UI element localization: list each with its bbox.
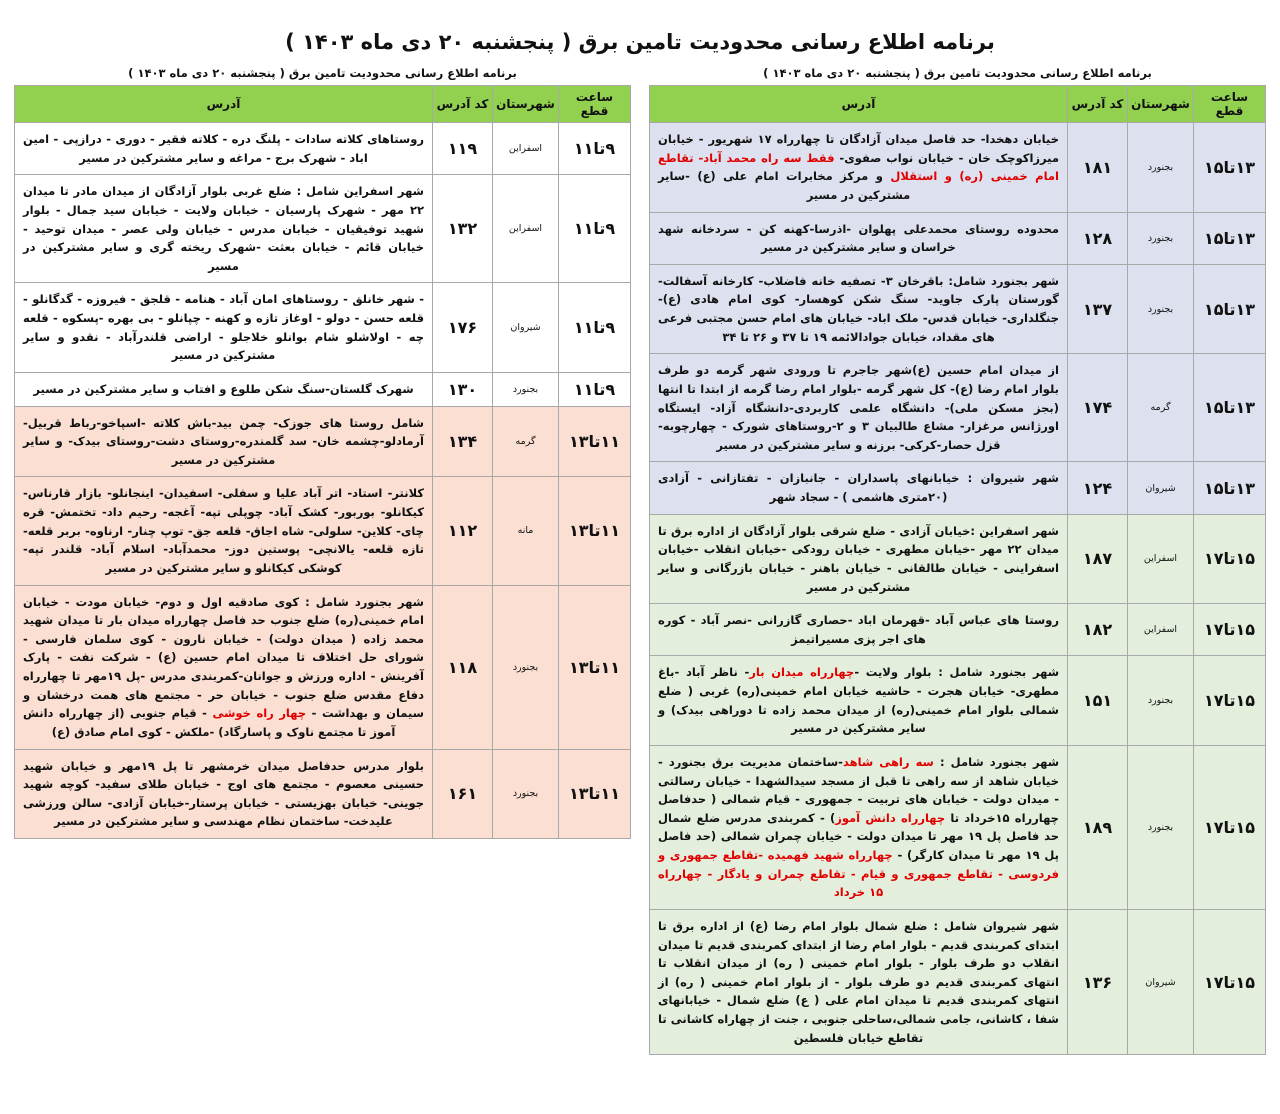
address-text: کلانتر- استاد- اتر آباد علیا و سفلی- اسفیدان- اینجانلو- بازار قارناس- کیکانلو- بوربور- کشک آباد- چوپلی تپه- آغجه- رحیم داد- تختمش- قره چای- کلاین- سلولی- شاه اجاق- قلعه جق- توپ چنار- ارناوه- بربر قلعه- تازه قلعه- یالانچی- پوستین دوز- محمدآباد- اسلام آباد- قلندر تپه- کوشکی کیکانلو و سایر مشترکین در مسیر <box>23 486 424 575</box>
cell-address-code: ۱۳۴ <box>433 406 493 477</box>
cell-address-code: ۱۳۶ <box>1068 909 1128 1054</box>
cell-outage-time: ۹تا۱۱ <box>559 372 631 406</box>
cell-outage-time: ۱۱تا۱۳ <box>559 406 631 477</box>
address-highlight: چهارراه شهید فهمیده -تقاطع جمهوری و فردوسی - تقاطع جمهوری و قیام - تقاطع چمران و یادگار - چهارراه ۱۵ خرداد <box>658 848 1059 900</box>
address-text: - ناظر آباد -باغ مطهری- خیابان هجرت - حاشیه خیابان امام خمینی(ره) غربی ( ضلع شمالی بلوار امام خمینی(ره) از میدان محمد زاده تا دوراهی بیدک) و سایر مشترکین در مسیر <box>658 665 1059 736</box>
cell-address <box>650 123 1068 213</box>
tables-container <box>0 60 1280 1055</box>
cell-county: بجنورد <box>1128 212 1194 264</box>
column-header-code: کد آدرس <box>1068 86 1128 123</box>
cell-county: اسفراین <box>493 175 559 283</box>
table-row <box>650 745 1266 909</box>
cell-address <box>650 745 1068 909</box>
cell-address <box>15 283 433 373</box>
address-text: شهر شیروان : خیابانهای پاسداران - جانبازان - تفتازانی - آزادی (۲۰متری هاشمی ) - سجاد شهر <box>658 471 1059 504</box>
address-text: شهر اسفراین :خیابان آزادی - ضلع شرقی بلوار آزادگان از اداره برق تا میدان ۲۲ مهر -خیابان مطهری - خیابان رودکی -خیابان انقلاب -خیابان اسفراینی - خیابان طالقانی - خیابان باهنر - خیابان بازرگانی و سایر مشترکین در مسیر <box>658 523 1059 594</box>
cell-address-code: ۱۸۲ <box>1068 604 1128 656</box>
table-row <box>15 372 631 406</box>
cell-address <box>15 175 433 283</box>
cell-county: شیروان <box>1128 462 1194 514</box>
cell-address-code: ۱۶۱ <box>433 749 493 839</box>
cell-address <box>650 604 1068 656</box>
column-header-address: آدرس <box>15 86 433 123</box>
cell-address-code: ۱۲۴ <box>1068 462 1128 514</box>
address-highlight: چهارراه دانش آموز <box>835 810 946 825</box>
address-text: - قیام جنوبی (از چهارراه دانش آموز تا مجتمع ناوک و پاسارگاد) -ملکش - کوی امام صادق (ع) <box>23 706 396 739</box>
cell-address <box>15 749 433 839</box>
column-header-county: شهرستان <box>1128 86 1194 123</box>
table-row <box>650 514 1266 604</box>
cell-county: بجنورد <box>493 749 559 839</box>
cell-county: گرمه <box>493 406 559 477</box>
cell-address-code: ۱۵۱ <box>1068 656 1128 746</box>
table-header-row <box>15 86 631 123</box>
cell-address-code: ۱۳۲ <box>433 175 493 283</box>
table-row <box>650 462 1266 514</box>
address-highlight: سه راهی شاهد <box>842 754 934 769</box>
address-text: شهر شیروان شامل : ضلع شمال بلوار امام رضا (ع) از اداره برق تا ابتدای کمربندی قدیم - بلوار امام رضا از ابتدای کمربندی قدیم تا میدان انقلاب دو طرف بلوار - بلوار امام خمینی ( ره) از میدان انقلاب تا انتهای کمربندی قدیم دو طرف بلوار - از بلوار امام خمینی ( ره) از انتهای کمربندی قدیم تا میدان امام علی ( ع) ضلع شمال - خیابانهای شفا ، کاشانی، جامی شمالی،ساحلی جنوبی ، جنت از چهاراه کاشانی تا تقاطع خیابان فلسطین <box>658 918 1059 1045</box>
cell-county: مانه <box>493 477 559 585</box>
cell-outage-time: ۱۳تا۱۵ <box>1194 462 1266 514</box>
cell-outage-time: ۱۵تا۱۷ <box>1194 514 1266 604</box>
cell-outage-time: ۹تا۱۱ <box>559 123 631 175</box>
right-table-wrapper <box>14 60 631 839</box>
address-text: ) - کمربندی مدرس ضلع شمال حد فاصل پل ۱۹ مهر تا میدان دولت - خیابان چمران شمالی (حد فاصل پل ۱۹ مهر تا میدان کارگر) - <box>658 810 1060 862</box>
cell-county: بجنورد <box>1128 264 1194 354</box>
cell-outage-time: ۱۵تا۱۷ <box>1194 604 1266 656</box>
address-highlight: چهار راه خوشی <box>212 706 307 721</box>
cell-county: شیروان <box>1128 909 1194 1054</box>
column-header-time: ساعت قطع <box>1194 86 1266 123</box>
table-row <box>650 656 1266 746</box>
cell-address-code: ۱۳۰ <box>433 372 493 406</box>
column-header-time: ساعت قطع <box>559 86 631 123</box>
cell-address <box>650 212 1068 264</box>
cell-outage-time: ۱۱تا۱۳ <box>559 477 631 585</box>
cell-address-code: ۱۱۹ <box>433 123 493 175</box>
cell-outage-time: ۱۳تا۱۵ <box>1194 123 1266 213</box>
address-text: شهر بجنورد شامل: باقرخان ۳- تصفیه خانه فاضلاب- کارخانه آسفالت- گورستان پارک جاوید- سنگ شکن کوهسار- کوی امام هادی (ع)- جنگلداری- خیابان قدس- ملک اباد- خیابان های امام حسن مجتبی فرعی های مقداد، خیابان جوادالائمه ۱۹ تا ۳۷ و ۲۶ تا ۳۴ <box>658 273 1059 344</box>
table-row <box>15 477 631 585</box>
cell-address <box>650 514 1068 604</box>
cell-address-code: ۱۷۶ <box>433 283 493 373</box>
address-text: شهر بجنورد شامل : بلوار ولایت - <box>854 665 1060 680</box>
left-table-caption: برنامه اطلاع رسانی محدودیت تامین برق ( پنجشنبه ۲۰ دی ماه ۱۴۰۳ ) <box>763 66 1152 80</box>
address-text: محدوده روستای محمدعلی پهلوان -اذرسا-کهنه کن - سردخانه شهد خراسان و سایر مشترکین در مسیر <box>658 221 1059 255</box>
cell-outage-time: ۹تا۱۱ <box>559 283 631 373</box>
address-text: شهر بجنورد شامل : کوی صادقیه اول و دوم- خیابان مودت - خیابان امام خمینی(ره) ضلع جنوب حد فاصل چهارراه میدان بار تا میدان شهید محمد زاده ( میدان دولت) - خیابان نارون - کوی سلمان فارسی - شورای حل اختلاف تا میدان امام حسین (ع) - شرکت نفت - پارک آفرینش - اداره ورزش و جوانان-کمربندی مدرس -پل ۱۹مهر تا چهارراه دفاع مقدس ضلع جنوب - خیابان حر - مجتمع های همت درخشان و سیمان و بهداشت - <box>23 594 424 721</box>
right-table-caption: برنامه اطلاع رسانی محدودیت تامین برق ( پنجشنبه ۲۰ دی ماه ۱۴۰۳ ) <box>128 66 517 80</box>
cell-outage-time: ۱۳تا۱۵ <box>1194 212 1266 264</box>
address-text: -ساختمان مدیریت برق بجنورد - خیابان شاهد از سه راهی تا قبل از مسجد سیدالشهدا - خیابان رسالتی - میدان دولت - خیابان های تربیت - جمهوری - قیام شمالی ( حدفاصل چهارراه ۱۵خرداد تا <box>658 754 1059 825</box>
cell-address <box>650 264 1068 354</box>
table-row <box>15 283 631 373</box>
table-header-row <box>650 86 1266 123</box>
address-text: شهر اسفراین شامل : ضلع غربی بلوار آزادگان از میدان مادر تا میدان ۲۲ مهر - شهرک پارسیان - خیابان ولایت - خیابان سید جمال - بلوار شهید توفیقیان - خیابان مدرس - خیابان ولی عصر - میدان توحید - خیابان قائم - خیابان بعثت -شهرک ریخته گری و سایر مشترکین در مسیر <box>23 184 424 273</box>
address-text: روستا های عباس آباد -قهرمان اباد -حصاری گازرانی -نصر آباد - کوره های اجر پزی مسیراتیمز <box>658 613 1059 646</box>
cell-address <box>650 909 1068 1054</box>
cell-address <box>15 123 433 175</box>
address-text: شهرک گلستان-سنگ شکن طلوع و افتاب و سایر مشترکین در مسیر <box>33 381 414 396</box>
table-row <box>650 909 1266 1054</box>
page-title: برنامه اطلاع رسانی محدودیت تامین برق ( پنجشنبه ۲۰ دی ماه ۱۴۰۳ ) <box>285 30 995 54</box>
cell-address <box>15 477 433 585</box>
cell-county: بجنورد <box>1128 123 1194 213</box>
cell-address-code: ۱۷۴ <box>1068 354 1128 462</box>
cell-address-code: ۱۸۹ <box>1068 745 1128 909</box>
table-row <box>15 749 631 839</box>
cell-county: اسفراین <box>1128 514 1194 604</box>
cell-address-code: ۱۲۸ <box>1068 212 1128 264</box>
cell-outage-time: ۹تا۱۱ <box>559 175 631 283</box>
address-text: خیابان دهخدا- حد فاصل میدان آزادگان تا چهارراه ۱۷ شهریور - خیابان میرزاکوچک خان - خیابان نواب صفوی- <box>658 132 1059 165</box>
cell-address <box>15 585 433 749</box>
column-header-address: آدرس <box>650 86 1068 123</box>
cell-county: گرمه <box>1128 354 1194 462</box>
table-row <box>650 354 1266 462</box>
cell-outage-time: ۱۳تا۱۵ <box>1194 264 1266 354</box>
cell-address <box>650 354 1068 462</box>
address-highlight: چهارراه میدان بار <box>749 665 855 680</box>
address-text: - شهر خانلق - روستاهای امان آباد - هنامه - قلجق - فیروزه - گدگانلو - قلعه حسن - دولو - اوغاز تازه و کهنه - چپانلو - بی بهره -پسکوه - قلعه چه - اولاشلو شام بوانلو خلاجلو - اراضی قلندرآباد - نقدو و سایر مشترکین در مسیر <box>23 292 424 363</box>
cell-address <box>15 372 433 406</box>
cell-outage-time: ۱۵تا۱۷ <box>1194 745 1266 909</box>
column-header-county: شهرستان <box>493 86 559 123</box>
left-table-wrapper <box>649 60 1266 1055</box>
cell-address-code: ۱۱۲ <box>433 477 493 585</box>
cell-address-code: ۱۸۱ <box>1068 123 1128 213</box>
address-text: بلوار مدرس حدفاصل میدان خرمشهر تا پل ۱۹مهر و خیابان شهید حسینی معصوم - مجتمع های اوج - خیابان طلای سفید- کوچه شهید جوینی- خیابان بهزیستی - خیابان پرستار-خیابان آزادی- سالن ورزشی علیدخت- ساختمان نظام مهندسی و سایر مشترکین در مسیر <box>23 758 425 829</box>
right-table-body <box>15 123 631 839</box>
cell-address <box>650 656 1068 746</box>
cell-county: بجنورد <box>493 372 559 406</box>
column-header-code: کد آدرس <box>433 86 493 123</box>
address-text: روستاهای کلاته سادات - پلنگ دره - کلاته فقیر - دوری - درازپی - امین اباد - شهرک برج - مراغه و سایر مشترکین در مسیر <box>23 132 424 165</box>
address-text: شامل روستا های جوزک- چمن بید-باش کلاته -اسپاخو-رباط قربیل-آرمادلو-چشمه خان- سد گلمندره-روستای دشت-روستای بیدک- و سایر مشترکین در مسیر <box>23 415 424 467</box>
right-outage-table <box>14 85 631 839</box>
address-text: شهر بجنورد شامل : <box>933 754 1060 769</box>
cell-county: شیروان <box>493 283 559 373</box>
left-table-body <box>650 123 1266 1055</box>
table-row <box>15 406 631 477</box>
cell-address <box>15 406 433 477</box>
address-highlight: فقط سه راه محمد آباد- تقاطع امام خمینی (ره) و استقلال <box>658 150 1059 184</box>
cell-address-code: ۱۸۷ <box>1068 514 1128 604</box>
cell-county: بجنورد <box>1128 745 1194 909</box>
cell-outage-time: ۱۱تا۱۳ <box>559 585 631 749</box>
cell-outage-time: ۱۱تا۱۳ <box>559 749 631 839</box>
cell-outage-time: ۱۳تا۱۵ <box>1194 354 1266 462</box>
cell-address-code: ۱۱۸ <box>433 585 493 749</box>
address-text: از میدان امام حسین (ع)شهر جاجرم تا ورودی شهر گرمه دو طرف بلوار امام رضا (ع)- کل شهر گرمه -بلوار امام رضا گرمه از ابتدا تا انتها (بجز مسکن ملی)- دانشگاه علمی کاربردی-دانشگاه آزاد- ایستگاه اورژانس مرغزار- مشاع طالبیان ۳ و ۲-روستاهای شورک - چهارچوبه-قزل حصار-کرکی- برزنه و سایر مشترکین در مسیر <box>658 363 1060 452</box>
cell-address-code: ۱۳۷ <box>1068 264 1128 354</box>
address-text: و مرکز مخابرات امام علی (ع) -سایر مشترکین در مسیر <box>658 169 911 202</box>
table-row <box>650 604 1266 656</box>
left-outage-table <box>649 85 1266 1055</box>
cell-outage-time: ۱۵تا۱۷ <box>1194 909 1266 1054</box>
table-row <box>15 585 631 749</box>
table-row <box>650 212 1266 264</box>
cell-county: بجنورد <box>1128 656 1194 746</box>
cell-outage-time: ۱۵تا۱۷ <box>1194 656 1266 746</box>
cell-address <box>650 462 1068 514</box>
table-row <box>650 264 1266 354</box>
cell-county: اسفراین <box>1128 604 1194 656</box>
cell-county: اسفراین <box>493 123 559 175</box>
table-row <box>15 175 631 283</box>
table-row <box>650 123 1266 213</box>
cell-county: بجنورد <box>493 585 559 749</box>
table-row <box>15 123 631 175</box>
